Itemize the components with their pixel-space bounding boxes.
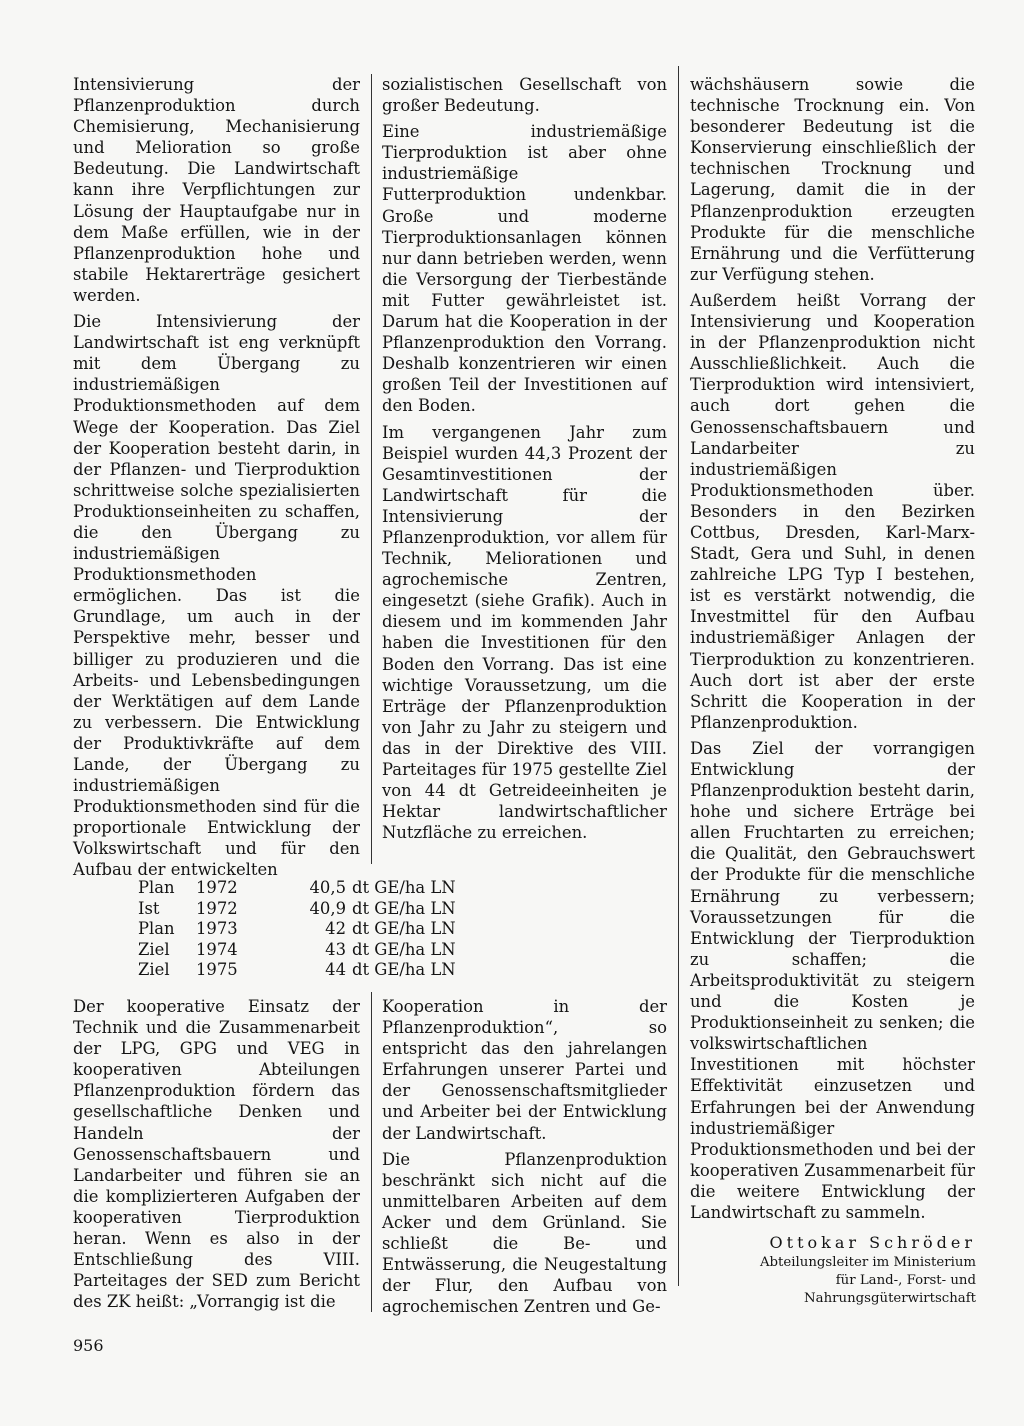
row-unit: dt GE/ha LN [352,898,456,918]
table-row [138,960,456,981]
table-row [138,899,456,920]
row-year: 1972 [196,898,238,918]
paragraph: Die Pflanzenproduktion beschränkt sich nicht auf die unmittelbaren Arbeiten auf dem Acker und dem Grünland. Sie schließt die Be- und Entwässerung, die Neugestaltung der Flur, den Aufbau von agrochemischen Zentren und Ge- [382,1149,667,1317]
row-value: 42 [325,919,346,938]
column-divider [371,74,372,864]
paragraph: Außerdem heißt Vorrang der Intensivierung und Kooperation in der Pflanzenproduktion nicht Ausschließlichkeit. Auch die Tierproduktion wird intensiviert, auch dort gehen die Genossenschaftsbauern und Landarbeiter zu industriemäßigen Produktionsmethoden über. Besonders in den Bezirken Cottbus, Dresden, Karl-Marx-Stadt, Gera und Suhl, in denen zahlreiche LPG Typ I bestehen, ist es verstärkt notwendig, die Investmittel für den Aufbau industriemäßiger Anlagen der Tierproduktion zu konzentrieren. Auch dort ist aber der erste Schritt die Kooperation in der Pflanzenproduktion. [690,290,975,732]
author-role-line: für Land-, Forst- und [835,1273,976,1288]
paragraph: Die Intensivierung der Landwirtschaft ist eng verknüpft mit dem Übergang zu industriemäßigen Produktionsmethoden auf dem Wege der Kooperation. Das Ziel der Kooperation besteht darin, in der Pflanzen- und Tierproduktion schrittweise solche spezialisierten Produktionseinheiten zu schaffen, die den Übergang zu industriemäßigen Produktionsmethoden ermöglichen. Das ist die Grundlage, um auch in der Perspektive mehr, besser und billiger zu produzieren und die Arbeits- und Lebensbedingungen der Werktätigen auf dem Lande zu verbessern. Die Entwicklung der Produktivkräfte auf dem Lande, der Übergang zu industriemäßigen Produktionsmethoden sind für die proportionale Entwicklung der Volkswirtschaft und für den Aufbau der entwickelten [73,312,360,880]
row-unit: dt GE/ha LN [352,960,456,979]
table-row [138,919,456,940]
row-label: Plan [138,919,175,938]
text-column-4 [73,996,360,1317]
row-unit: dt GE/ha LN [352,919,456,938]
paragraph: Eine industriemäßige Tierproduktion ist aber ohne industriemäßige Futterproduktion undenkbar. Große und moderne Tierproduktionsanlagen können nur dann betrieben werden, wenn die Versorgung der Tierbestände mit Futter gewährleistet ist. Darum hat die Kooperation in der Pflanzenproduktion den Vorrang. Deshalb konzentrieren wir einen großen Teil der Investitionen auf den Boden. [382,122,667,416]
yield-table [138,878,456,981]
row-label: Ziel [138,960,170,979]
row-label: Plan [138,878,175,897]
paragraph: Der kooperative Einsatz der Technik und die Zusammenarbeit der LPG, GPG und VEG in kooperativen Abteilungen Pflanzenproduktion fördern das gesellschaftliche Denken und Handeln der Genossenschaftsbauern und Landarbeiter und führen sie an die komplizierteren Aufgaben der kooperativen Tierproduktion heran. Wenn es also in der Entschließung des VIII. Parteitages der SED zum Bericht des ZK heißt: „Vorrangig ist die [73,997,360,1312]
author-role-line: Nahrungsgüterwirtschaft [804,1291,976,1306]
text-column-3 [690,74,975,1228]
author-signature [760,1232,976,1308]
row-value: 40,9 [309,898,346,918]
row-label: Ziel [138,939,170,959]
column-divider [371,992,372,1312]
row-value: 40,5 [309,878,346,897]
paragraph: sozialistischen Gesellschaft von großer Bedeutung. [382,75,667,116]
author-role-line: Abteilungsleiter im Ministerium [759,1255,976,1270]
text-column-1 [73,74,360,886]
paragraph: Das Ziel der vorrangigen Entwicklung der Pflanzenproduktion besteht darin, hohe und sichere Erträge bei allen Fruchtarten zu erreichen; die Qualität, den Gebrauchswert der Produkte für die menschliche Ernährung zu verbessern; Voraussetzungen für die Entwicklung der Tierproduktion zu schaffen; die Arbeitsproduktivität zu steigern und die Kosten je Produktionseinheit zu senken; die volkswirtschaftlichen Investitionen mit höchster Effektivität einzusetzen und Erfahrungen bei der Anwendung industriemäßiger Produktionsmethoden und bei der kooperativen Zusammenarbeit für die weitere Entwicklung der Landwirtschaft zu sammeln. [690,738,975,1222]
paragraph: Kooperation in der Pflanzenproduktion“, so entspricht das den jahrelangen Erfahrungen unserer Partei und der Genossenschaftsmitglieder und Arbeiter bei der Entwicklung der Landwirtschaft. [382,997,667,1143]
table-row [138,940,456,961]
text-column-2 [382,74,667,848]
row-year: 1974 [196,939,238,959]
paragraph: Im vergangenen Jahr zum Beispiel wurden 44,3 Prozent der Gesamtinvestitionen der Landwirtschaft für die Intensivierung der Pflanzenproduktion, vor allem für Technik, Meliorationen und agrochemische Zentren, eingesetzt (siehe Grafik). Auch in diesem und im kommenden Jahr haben die Investitionen für den Boden den Vorrang. Das ist eine wichtige Voraussetzung, um die Erträge der Pflanzenproduktion von Jahr zu Jahr zu steigern und das in der Direktive des VIII. Parteitages für 1975 gestellte Ziel von 44 dt Getreideeinheiten je Hektar landwirtschaftlicher Nutzfläche zu erreichen. [382,422,667,843]
row-year: 1972 [196,878,238,897]
row-value: 44 [325,960,346,979]
author-name: Ottokar Schröder [769,1233,976,1252]
paragraph: Intensivierung der Pflanzenproduktion durch Chemisierung, Mechanisierung und Melioration so große Bedeutung. Die Landwirtschaft kann ihre Verpflichtungen zur Lösung der Hauptaufgabe nur in dem Maße erfüllen, wie in der Pflanzenproduktion hohe und stabile Hektarerträge gesichert werden. [73,75,360,305]
row-value: 43 [325,939,346,959]
row-year: 1973 [196,919,238,938]
row-year: 1975 [196,960,238,979]
row-unit: dt GE/ha LN [352,939,456,959]
table-row [138,878,456,899]
row-unit: dt GE/ha LN [352,878,456,897]
page-number: 956 [73,1336,104,1355]
paragraph: wächshäusern sowie die technische Trocknung ein. Von besonderer Bedeutung ist die Konservierung einschließlich der technischen Trocknung und Lagerung, damit die in der Pflanzenproduktion erzeugten Produkte für die menschliche Ernährung und die Verfütterung zur Verfügung stehen. [690,75,975,284]
column-divider [678,66,679,1286]
text-column-5 [382,996,667,1322]
row-label: Ist [138,898,160,918]
